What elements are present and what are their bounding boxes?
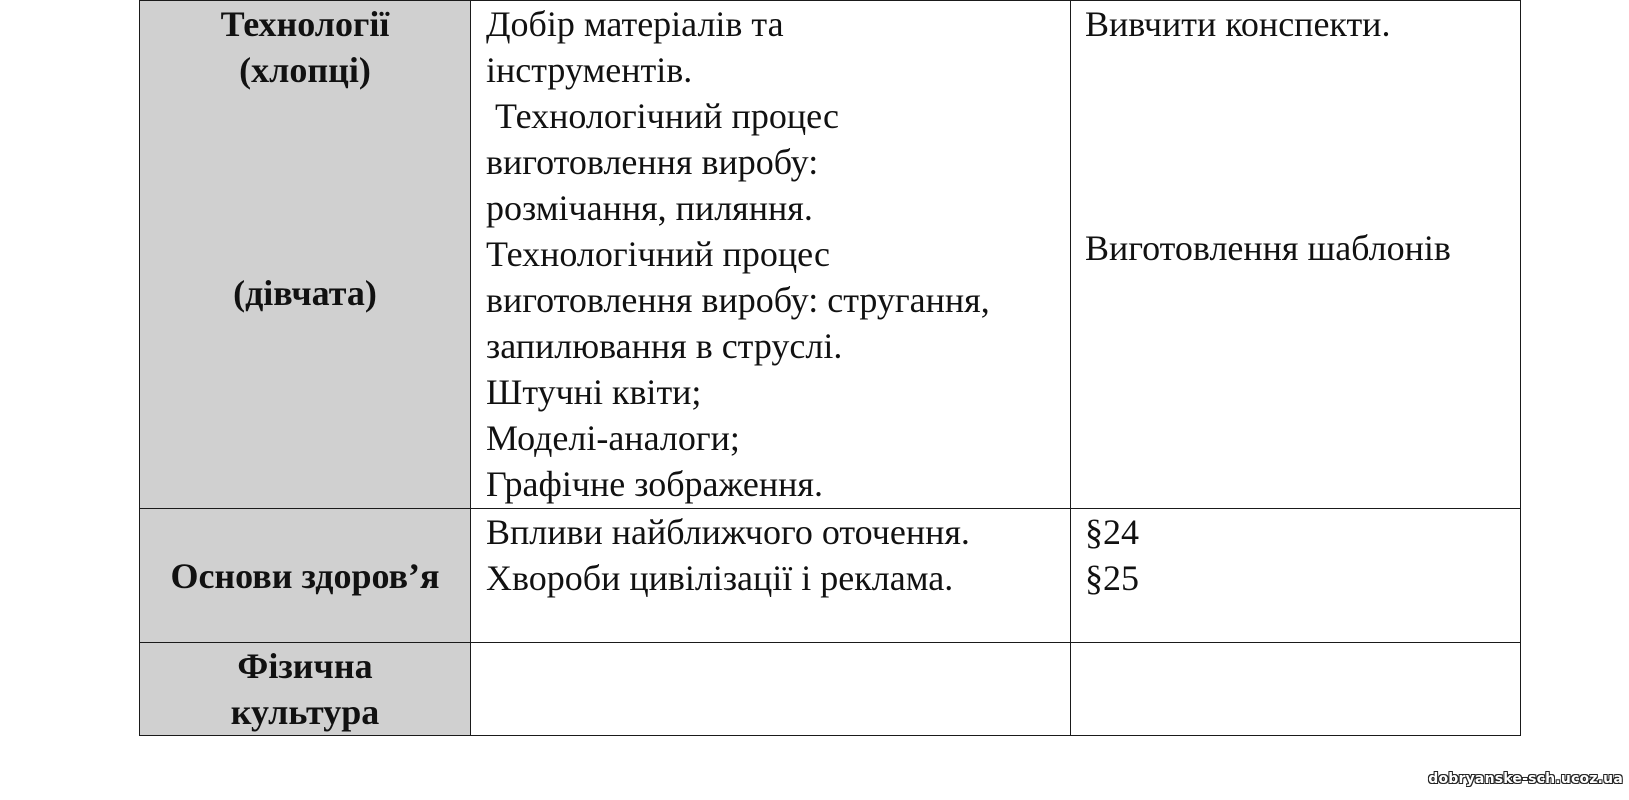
subject-name: Основи здоров’я: [170, 555, 440, 596]
homework-line: §24: [1085, 512, 1139, 552]
homework-line: §25: [1085, 558, 1139, 598]
subject-name: Фізична: [237, 646, 373, 686]
topic-line: запилювання в струслі.: [486, 326, 843, 366]
topic-line: Технологічний процес: [486, 234, 830, 274]
homework-cell: [1071, 1, 1521, 509]
subject-cell: [140, 509, 471, 643]
schedule-table: [139, 0, 1521, 736]
topic-line: Моделі-аналоги;: [486, 418, 740, 458]
watermark: dobryanske-sch.ucoz.ua: [1428, 771, 1623, 787]
homework-cell: [1071, 509, 1521, 643]
topic-line: Хвороби цивілізації і реклама.: [486, 558, 954, 598]
topic-line: інструментів.: [486, 50, 693, 90]
subject-name: Технології: [220, 4, 390, 44]
subject-group-girls: (дівчата): [233, 273, 377, 313]
homework-cell: [1071, 643, 1521, 736]
subject-cell: [140, 643, 471, 736]
topics-cell: [471, 643, 1071, 736]
topic-line: виготовлення виробу:: [486, 142, 819, 182]
subject-group-boys: (хлопці): [239, 50, 371, 90]
topic-line: виготовлення виробу: стругання,: [486, 280, 990, 320]
subject-cell: [140, 1, 471, 509]
topic-line: Впливи найближчого оточення.: [486, 512, 970, 552]
spacer: [1085, 47, 1520, 225]
subject-name: культура: [230, 692, 380, 732]
topic-line: Графічне зображення.: [486, 464, 823, 504]
subject-name-wrap: [140, 509, 470, 642]
homework-line: Вивчити конспекти.: [1085, 4, 1391, 44]
topics-cell: [471, 1, 1071, 509]
topic-line: Добір матеріалів та: [486, 4, 784, 44]
table-row: [140, 509, 1521, 643]
topic-line: Штучні квіти;: [486, 372, 702, 412]
topics-cell: [471, 509, 1071, 643]
table-row: [140, 1, 1521, 509]
topic-line: розмічання, пиляння.: [486, 188, 813, 228]
homework-line: Виготовлення шаблонів: [1085, 228, 1451, 268]
table-row: [140, 643, 1521, 736]
topic-line: Технологічний процес: [486, 96, 839, 136]
